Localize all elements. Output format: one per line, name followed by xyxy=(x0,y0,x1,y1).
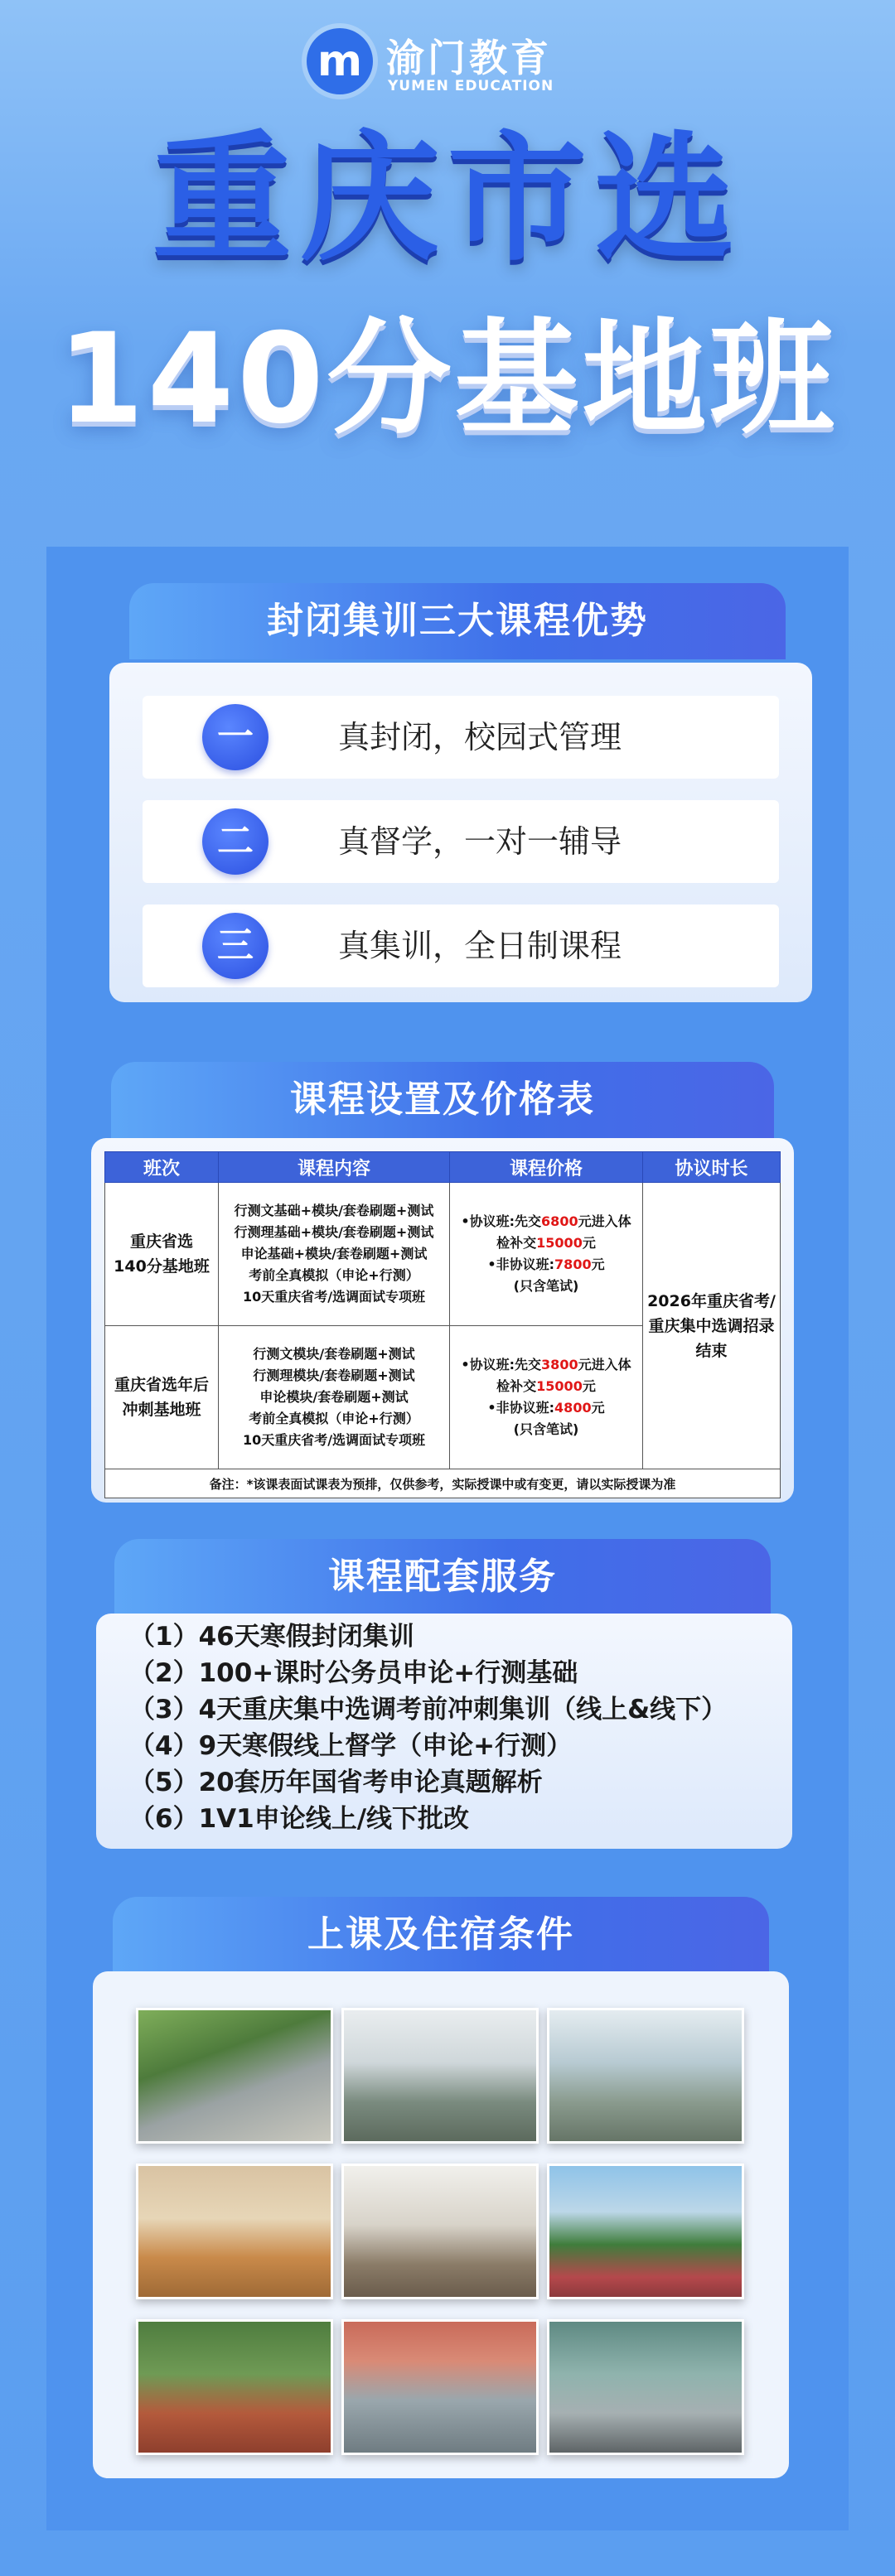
col-header-class: 班次 xyxy=(105,1152,219,1183)
logo-name-cn: 渝门教育 xyxy=(386,36,552,80)
study-room-photo xyxy=(136,2164,333,2299)
advantage-number-badge xyxy=(202,704,268,770)
advantage-item xyxy=(143,800,779,883)
logo-name-en: YUMEN EDUCATION xyxy=(388,78,554,94)
price-text: •协议班:先交 xyxy=(461,1213,542,1229)
classroom-photo xyxy=(547,2008,744,2144)
class-name-cell xyxy=(105,1183,219,1326)
content-line: 考前全真模拟（申论+行测） xyxy=(249,1411,419,1426)
price-text: •非协议班: xyxy=(487,1257,555,1272)
price-text: 元 xyxy=(582,1235,596,1251)
price-amount: 3800 xyxy=(541,1357,578,1372)
content-line: 行测文模块/套卷刷题+测试 xyxy=(253,1346,415,1362)
class-name-line: 重庆省选 xyxy=(129,1233,193,1251)
table-row xyxy=(105,1183,781,1326)
logo-mark-glyph: m xyxy=(317,36,363,86)
service-item: （6）1V1申论线上/线下批改 xyxy=(129,1804,470,1834)
price-amount: 15000 xyxy=(536,1378,583,1394)
price-text: 元 xyxy=(591,1400,605,1416)
price-line xyxy=(451,1397,641,1419)
price-line xyxy=(451,1233,641,1254)
class-name-line: 140分基地班 xyxy=(114,1257,210,1276)
dorm-building-photo xyxy=(341,2319,539,2455)
service-item: （4）9天寒假线上督学（申论+行测） xyxy=(129,1731,573,1761)
class-name-line: 冲刺基地班 xyxy=(122,1401,201,1419)
services-header xyxy=(114,1539,771,1615)
price-line xyxy=(451,1254,641,1276)
service-item: （5）20套历年国省考申论真题解析 xyxy=(129,1768,543,1797)
services-title: 课程配套服务 xyxy=(328,1556,557,1598)
table-note-row xyxy=(105,1469,781,1498)
advantage-text: 真封闭，校园式管理 xyxy=(338,719,622,755)
campus-building-photo xyxy=(136,2319,333,2455)
advantages-card xyxy=(109,663,812,1002)
duration-cell xyxy=(643,1183,781,1469)
classroom-photo xyxy=(341,2008,539,2144)
duration-line: 重庆集中选调招录 xyxy=(648,1316,775,1335)
advantages-header xyxy=(129,583,786,659)
duration-line: 2026年重庆省考/ xyxy=(647,1291,776,1310)
dormitory-photo xyxy=(341,2164,539,2299)
sports-field-photo xyxy=(547,2164,744,2299)
price-amount: 15000 xyxy=(536,1235,583,1251)
pricing-card xyxy=(91,1138,794,1503)
price-text: •协议班:先交 xyxy=(461,1357,542,1372)
advantage-text: 真督学，一对一辅导 xyxy=(338,823,622,860)
advantage-number: 二 xyxy=(217,820,254,862)
course-content-cell xyxy=(219,1183,450,1326)
advantage-item xyxy=(143,904,779,987)
col-header-duration: 协议时长 xyxy=(643,1152,781,1183)
price-line xyxy=(451,1211,641,1233)
advantage-item xyxy=(143,696,779,779)
advantage-number: 一 xyxy=(217,716,254,758)
content-line: 申论基础+模块/套卷刷题+测试 xyxy=(240,1246,428,1261)
content-line: 行测理基础+模块/套卷刷题+测试 xyxy=(234,1224,434,1240)
service-item: （1）46天寒假封闭集训 xyxy=(129,1622,414,1652)
campus-gate-photo xyxy=(136,2008,333,2144)
price-text: 元 xyxy=(582,1378,596,1394)
service-item: （3）4天重庆集中选调考前冲刺集训（线上&线下） xyxy=(129,1695,728,1725)
facilities-card xyxy=(93,1971,789,2478)
content-line: 考前全真模拟（申论+行测） xyxy=(249,1267,419,1283)
price-amount: 6800 xyxy=(541,1213,578,1229)
pricing-title: 课程设置及价格表 xyxy=(290,1078,595,1121)
facilities-title: 上课及住宿条件 xyxy=(307,1913,574,1956)
content-line: 申论模块/套卷刷题+测试 xyxy=(259,1389,409,1405)
price-text: •非协议班: xyxy=(487,1400,555,1416)
price-line: (只含笔试) xyxy=(513,1421,579,1437)
price-cell xyxy=(450,1326,643,1469)
brand-logo xyxy=(307,23,588,98)
price-cell xyxy=(450,1183,643,1326)
advantage-text: 真集训，全日制课程 xyxy=(338,928,622,964)
advantage-number-badge xyxy=(202,808,268,875)
headline-line-1: 重庆市选 xyxy=(152,118,743,280)
duration-line: 结束 xyxy=(695,1341,728,1360)
col-header-content: 课程内容 xyxy=(219,1152,450,1183)
price-text: 元进入体 xyxy=(578,1357,631,1372)
advantage-number-badge xyxy=(202,913,268,979)
price-text: 元进入体 xyxy=(578,1213,631,1229)
facilities-header xyxy=(113,1897,769,1973)
price-amount: 4800 xyxy=(554,1400,592,1416)
logo-mark-icon xyxy=(307,28,373,94)
content-line: 行测文基础+模块/套卷刷题+测试 xyxy=(234,1203,434,1218)
advantages-title: 封闭集训三大课程优势 xyxy=(267,600,648,642)
advantage-number: 三 xyxy=(217,924,254,967)
pricing-table xyxy=(104,1151,781,1498)
pricing-header xyxy=(111,1062,774,1138)
price-text: 元 xyxy=(591,1257,605,1272)
service-item: （2）100+课时公务员申论+行测基础 xyxy=(129,1658,578,1688)
headline-line-2: 140分基地班 xyxy=(57,307,838,451)
course-content-cell xyxy=(219,1326,450,1469)
class-name-line: 重庆省选年后 xyxy=(114,1376,209,1394)
price-line: (只含笔试) xyxy=(513,1278,579,1294)
table-header-row xyxy=(105,1152,781,1183)
col-header-price: 课程价格 xyxy=(450,1152,643,1183)
price-line xyxy=(451,1376,641,1397)
class-name-cell xyxy=(105,1326,219,1469)
content-line: 行测理模块/套卷刷题+测试 xyxy=(253,1368,415,1383)
price-line xyxy=(451,1354,641,1376)
price-text: 检补交 xyxy=(496,1378,537,1394)
table-note: 备注：*该课表面试课表为预排，仅供参考，实际授课中或有变更，请以实际授课为准 xyxy=(105,1469,781,1498)
dorm-entrance-photo xyxy=(547,2319,744,2455)
content-line: 10天重庆省考/选调面试专项班 xyxy=(242,1432,426,1448)
services-card xyxy=(96,1614,792,1849)
price-amount: 7800 xyxy=(554,1257,592,1272)
price-text: 检补交 xyxy=(496,1235,537,1251)
content-line: 10天重庆省考/选调面试专项班 xyxy=(242,1289,426,1305)
